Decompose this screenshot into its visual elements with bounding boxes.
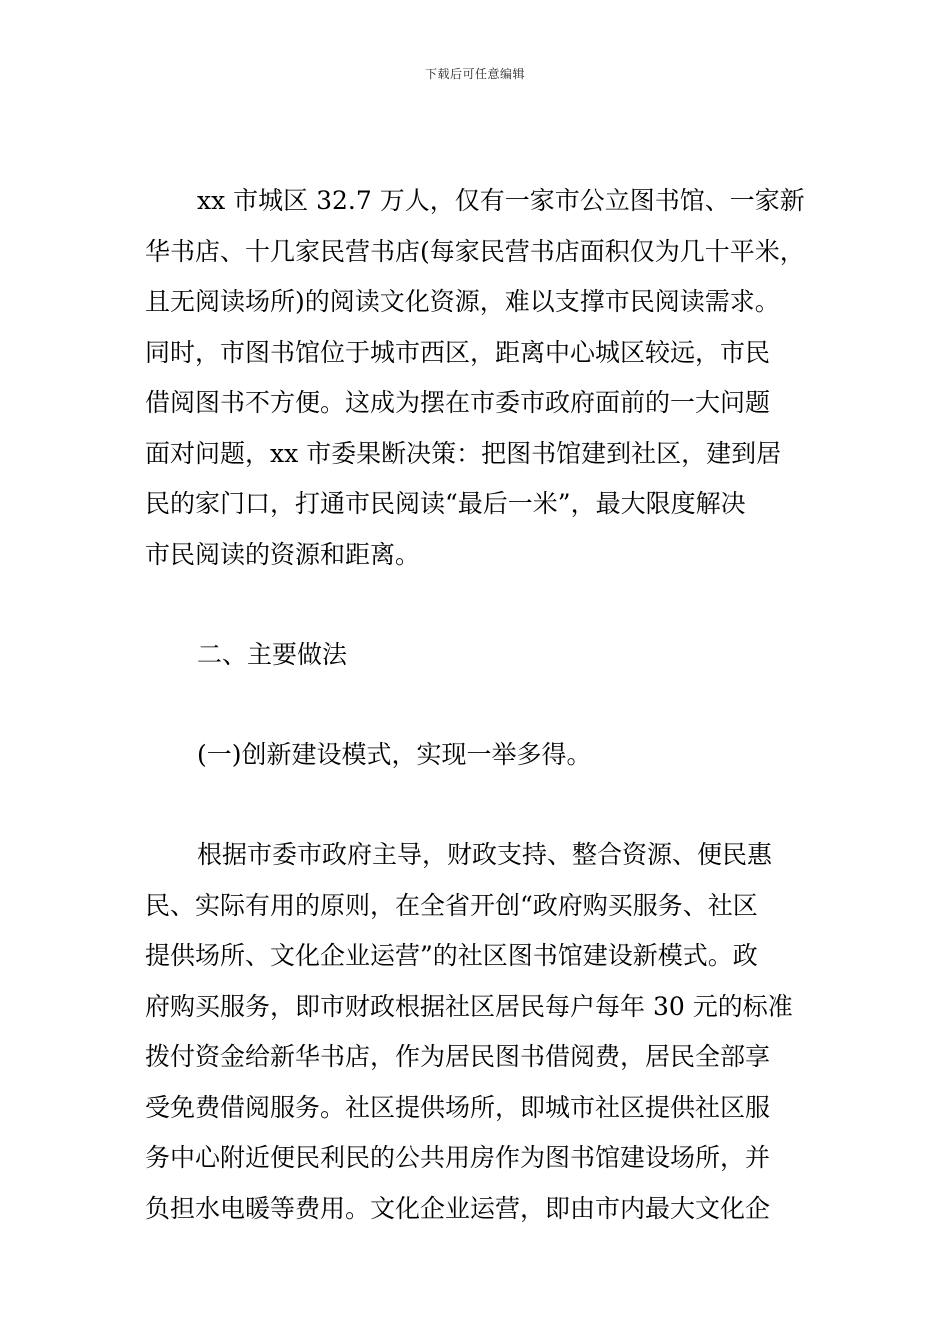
- document-body: [145, 176, 815, 1234]
- text-line: 负担水电暖等费用。文化企业运营，即由市内最大文化企: [145, 1193, 771, 1223]
- text-line: 府购买服务，即市财政根据社区居民每户每年 30 元的标准: [145, 991, 793, 1021]
- section-heading: 二、主要做法: [197, 640, 348, 669]
- paragraph-background: [145, 176, 815, 580]
- text-line: 华书店、十几家民营书店(每家民营书店面积仅为几十平米，: [145, 236, 805, 266]
- text-line: 民的家门口，打通市民阅读“最后一米”，最大限度解决: [145, 489, 746, 518]
- text-line: 根据市委市政府主导，财政支持、整合资源、便民惠: [197, 840, 773, 869]
- text-line: 拨付资金给新华书店，作为居民图书借阅费，居民全部享: [145, 1042, 771, 1071]
- paragraph-construction-model: [145, 830, 815, 1234]
- text-line: 提供场所、文化企业运营”的社区图书馆建设新模式。政: [145, 941, 758, 970]
- paragraph-gap: [145, 780, 815, 830]
- text-line: 务中心附近便民利民的公共用房作为图书馆建设场所，并: [145, 1143, 771, 1172]
- header-note: 下载后可任意编辑: [424, 67, 525, 81]
- text-line: 市民阅读的资源和距离。: [145, 539, 421, 569]
- text-line: xx 市城区 32.7 万人，仅有一家市公立图书馆、一家新: [197, 186, 805, 215]
- text-line: 受免费借阅服务。社区提供场所，即城市社区提供社区服: [145, 1092, 771, 1122]
- text-line: 面对问题，xx 市委果断决策：把图书馆建到社区，建到居: [145, 438, 782, 468]
- text-line: 民、实际有用的原则，在全省开创“政府购买服务、社区: [145, 890, 758, 920]
- paragraph-gap: [145, 681, 815, 730]
- text-line: 同时，市图书馆位于城市西区，距离中心城区较远，市民: [145, 337, 771, 367]
- subsection-heading: (一)创新建设模式，实现一举多得。: [197, 739, 592, 769]
- text-line: 且无阅读场所)的阅读文化资源，难以支撑市民阅读需求。: [145, 287, 780, 316]
- paragraph-gap: [145, 580, 815, 630]
- text-line: 借阅图书不方便。这成为摆在市委市政府面前的一大问题: [145, 388, 771, 417]
